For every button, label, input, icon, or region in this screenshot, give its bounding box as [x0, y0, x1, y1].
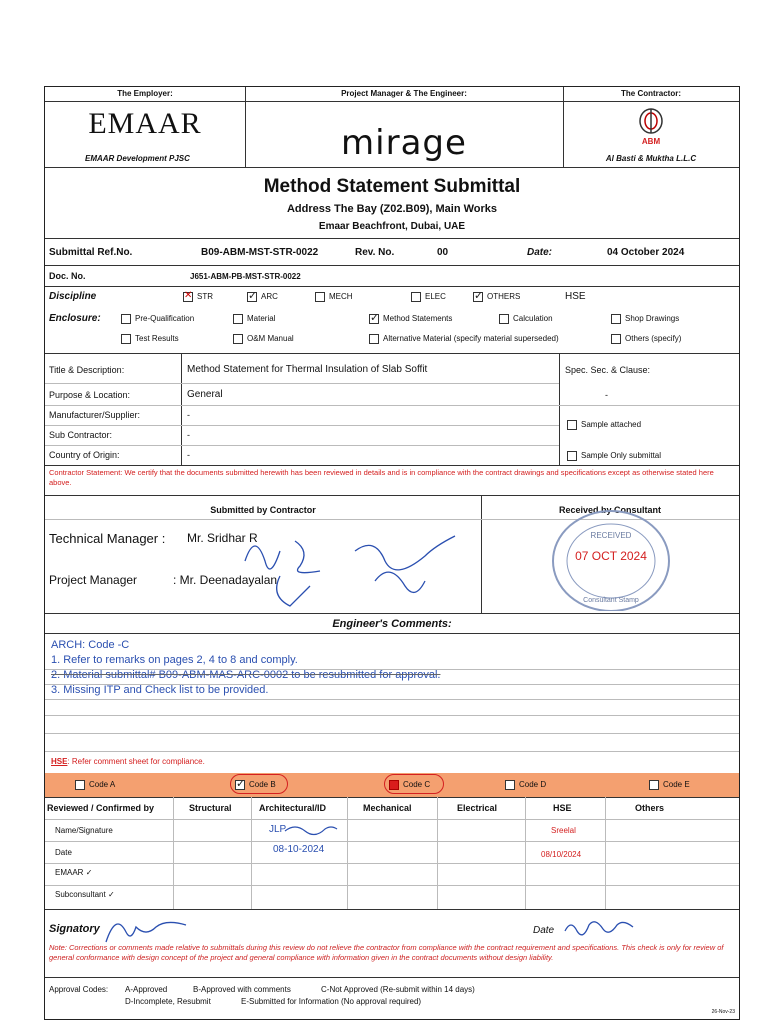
date-label: Date: [527, 247, 553, 258]
emaar-logo: EMAAR [88, 107, 202, 140]
enc-material[interactable]: Material [233, 314, 275, 324]
tech-manager-label: Technical Manager : [49, 531, 166, 546]
signatory-date-handwritten [561, 915, 641, 939]
stamp-received: RECEIVED [590, 531, 632, 540]
om-checkbox[interactable] [233, 334, 243, 344]
review-col1: Structural [189, 803, 232, 813]
review-col0: Reviewed / Confirmed by [47, 803, 155, 813]
approval-a: A-Approved [125, 985, 168, 994]
project-manager-value: : Mr. Deenadayalan [173, 573, 278, 587]
check-icon: ✓ [85, 868, 93, 877]
hse-date: 08/10/2024 [541, 850, 582, 859]
enc-test[interactable]: Test Results [121, 334, 179, 344]
review-col5: HSE [553, 803, 572, 813]
discipline-mech[interactable]: MECH [315, 292, 353, 302]
emaar-company: EMAAR Development PJSC [85, 154, 190, 163]
comments-heading: Engineer's Comments: [332, 618, 452, 630]
approval-c: C-Not Approved (Re-submit within 14 days) [321, 985, 475, 994]
form-footer: 26-Nov-23 [711, 1009, 735, 1015]
pm-label: Project Manager & The Engineer: [341, 89, 467, 98]
arch-date: 08-10-2024 [273, 844, 325, 855]
stamp-date: 07 OCT 2024 [575, 549, 647, 563]
contractor-statement: Contractor Statement: We certify that the documents submitted herewith has been reviewed in details and is in compliance with the contract drawings and specifications except as otherwise stated here above. [49, 468, 714, 487]
str-checkbox[interactable] [183, 292, 193, 302]
enclosure-label: Enclosure: [49, 313, 101, 324]
code-b-circle [230, 774, 288, 794]
enc-others[interactable]: Others (specify) [611, 334, 681, 344]
sample-only[interactable]: Sample Only submittal [567, 451, 661, 461]
submittal-ref-label: Submittal Ref.No. [49, 247, 133, 258]
abm-logo-text: ABM [641, 137, 661, 146]
code-e-checkbox[interactable] [649, 780, 659, 790]
contractor-company: Al Basti & Muktha L.L.C [605, 154, 697, 163]
arch-signature-scribble [283, 823, 339, 837]
sample-attached-checkbox[interactable] [567, 420, 577, 430]
purpose-value: General [187, 389, 223, 400]
elec-checkbox[interactable] [411, 292, 421, 302]
comment-line0: ARCH: Code -C [51, 639, 130, 651]
approval-b: B-Approved with comments [193, 985, 291, 994]
title-desc-label: Title & Description: [49, 365, 125, 375]
country-label: Country of Origin: [49, 450, 120, 460]
prequal-checkbox[interactable] [121, 314, 131, 324]
review-row4: Subconsultant ✓ [55, 890, 115, 899]
submittal-ref-value: B09-ABM-MST-STR-0022 [201, 247, 319, 258]
rev-value: 00 [437, 247, 449, 258]
enc-calculation[interactable]: Calculation [499, 314, 553, 324]
others-checkbox[interactable] [473, 292, 483, 302]
submitted-heading: Submitted by Contractor [210, 505, 316, 515]
contractor-label: The Contractor: [621, 89, 681, 98]
doc-value: J651-ABM-PB-MST-STR-0022 [190, 272, 301, 281]
signatory-signature [101, 907, 191, 947]
employer-label: The Employer: [117, 89, 173, 98]
manufacturer-value: - [187, 410, 190, 420]
approval-label: Approval Codes: [49, 985, 109, 994]
abm-logo-icon [633, 107, 669, 137]
hse-name: Sreelal [551, 826, 576, 835]
code-a[interactable]: Code A [75, 780, 115, 790]
arch-signature: JLP [269, 824, 287, 835]
sub-value: - [187, 430, 190, 440]
discipline-arc[interactable]: ✓ ARC [247, 292, 278, 302]
comment-line1: 1. Refer to remarks on pages 2, 4 to 8 and comply. [51, 654, 298, 666]
title-desc-value: Method Statement for Thermal Insulation of Slab Soffit [187, 364, 428, 375]
test-checkbox[interactable] [121, 334, 131, 344]
review-row2: Date [55, 848, 72, 857]
review-row3: EMAAR ✓ [55, 868, 93, 877]
project-line2: Emaar Beachfront, Dubai, UAE [318, 221, 466, 232]
signatory-date-label: Date [533, 925, 555, 936]
rev-label: Rev. No. [355, 247, 395, 258]
code-a-checkbox[interactable] [75, 780, 85, 790]
submittal-form [44, 86, 740, 1020]
alt-checkbox[interactable] [369, 334, 379, 344]
date-value: 04 October 2024 [607, 247, 685, 258]
signatory-label: Signatory [49, 923, 100, 935]
code-c[interactable]: Code C [389, 780, 430, 790]
project-line1: Address The Bay (Z02.B09), Main Works [286, 203, 498, 215]
hse-comment: HSE: Refer comment sheet for compliance. [51, 757, 205, 766]
received-heading: Received by Consultant [558, 505, 662, 515]
approval-d: D-Incomplete, Resubmit [125, 997, 211, 1006]
enc-method[interactable]: ✓ Method Statements [369, 314, 452, 324]
project-manager-label: Project Manager [49, 573, 138, 587]
check-icon: ✓ [107, 890, 115, 899]
code-c-circle [384, 774, 444, 794]
discipline-others[interactable]: ✓ OTHERS [473, 292, 520, 302]
enc-om[interactable]: O&M Manual [233, 334, 294, 344]
manufacturer-label: Manufacturer/Supplier: [49, 410, 141, 420]
discipline-str[interactable]: ✕ STR [183, 292, 213, 302]
enc-alt[interactable]: Alternative Material (specify material superseded) [369, 334, 559, 344]
contractor-signatures [205, 521, 485, 611]
discipline-others-value: HSE [565, 291, 586, 302]
discipline-elec[interactable]: ELEC [411, 292, 446, 302]
sample-only-checkbox[interactable] [567, 451, 577, 461]
stamp-footer: Consultant Stamp [583, 597, 639, 604]
doc-label: Doc. No. [49, 271, 86, 281]
code-e[interactable]: Code E [649, 780, 690, 790]
review-col3: Mechanical [363, 803, 412, 813]
spec-label: Spec. Sec. & Clause: [565, 365, 651, 375]
approval-e: E-Submitted for Information (No approval required) [241, 997, 422, 1006]
code-d-checkbox[interactable] [505, 780, 515, 790]
discipline-label: Discipline [49, 291, 97, 302]
tech-manager-value: Mr. Sridhar R [187, 531, 258, 545]
sub-label: Sub Contractor: [49, 430, 113, 440]
enc-others-checkbox[interactable] [611, 334, 621, 344]
enc-shop[interactable]: Shop Drawings [611, 314, 679, 324]
mech-checkbox[interactable] [315, 292, 325, 302]
arc-checkbox[interactable] [247, 292, 257, 302]
purpose-label: Purpose & Location: [49, 390, 131, 400]
comment-line3: 3. Missing ITP and Check list to be provided. [51, 684, 269, 696]
form-title: Method Statement Submittal [263, 176, 521, 197]
country-value: - [187, 450, 190, 460]
shop-checkbox[interactable] [611, 314, 621, 324]
spec-value: - [605, 390, 608, 400]
review-row1: Name/Signature [55, 826, 113, 835]
review-col6: Others [635, 803, 665, 813]
note-text: Note: Corrections or comments made relative to submittals during this review do not relieve the contractor from compliance with the contract requirement and specifications. This check is only for review of general conformance with design concept of the project and general compliance with information given in the contract documents without design liability. [49, 943, 724, 962]
comment-line2: 2. Material submittal# B09-ABM-MAS-ARC-0002 to be resubmitted for approval. [51, 669, 441, 681]
sample-attached[interactable]: Sample attached [567, 420, 641, 430]
code-d[interactable]: Code D [505, 780, 546, 790]
calculation-checkbox[interactable] [499, 314, 509, 324]
material-checkbox[interactable] [233, 314, 243, 324]
mirage-logo: mirage [341, 123, 467, 163]
code-b[interactable]: ✓ Code B [235, 780, 276, 790]
enc-prequal[interactable]: Pre-Qualification [121, 314, 194, 324]
review-col4: Electrical [457, 803, 498, 813]
review-col2: Architectural/ID [259, 803, 327, 813]
method-checkbox[interactable] [369, 314, 379, 324]
